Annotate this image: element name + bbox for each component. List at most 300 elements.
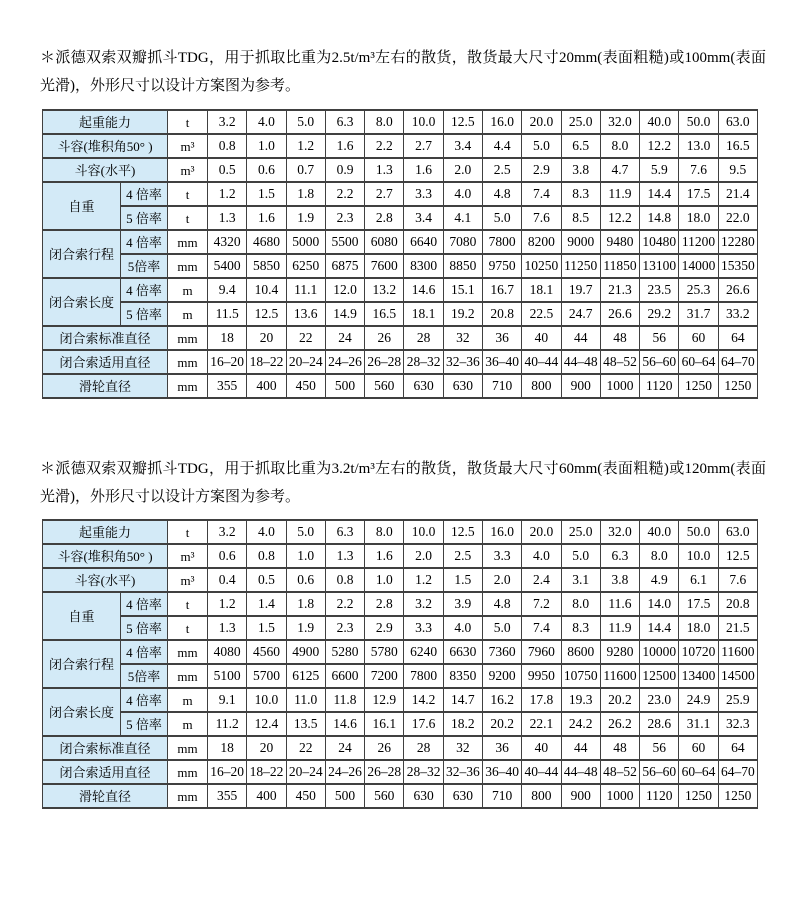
unit-cell: mm <box>168 230 208 254</box>
value-cell: 20–24 <box>286 350 325 374</box>
row-label: 闭合索标准直径 <box>43 736 168 760</box>
row-label: 起重能力 <box>43 110 168 134</box>
value-cell: 16.0 <box>482 520 521 544</box>
value-cell: 16–20 <box>208 760 247 784</box>
value-cell: 2.2 <box>325 182 364 206</box>
value-cell: 400 <box>247 374 286 398</box>
value-cell: 1.0 <box>247 134 286 158</box>
value-cell: 0.8 <box>247 544 286 568</box>
row-sublabel: 5倍率 <box>121 254 168 278</box>
unit-cell: m³ <box>168 544 208 568</box>
row-label: 闭合索适用直径 <box>43 760 168 784</box>
value-cell: 17.5 <box>679 182 718 206</box>
value-cell: 60 <box>679 736 718 760</box>
table-row <box>43 544 758 568</box>
value-cell: 18–22 <box>247 350 286 374</box>
value-cell: 5100 <box>208 664 247 688</box>
value-cell: 1.8 <box>286 592 325 616</box>
value-cell: 60 <box>679 326 718 350</box>
row-label: 斗容(水平) <box>43 568 168 592</box>
value-cell: 36 <box>482 326 521 350</box>
value-cell: 15350 <box>718 254 757 278</box>
value-cell: 800 <box>522 784 561 808</box>
row-group-label: 闭合索长度 <box>43 688 121 736</box>
value-cell: 32–36 <box>443 760 482 784</box>
value-cell: 1.8 <box>286 182 325 206</box>
value-cell: 4.0 <box>247 110 286 134</box>
unit-cell: mm <box>168 784 208 808</box>
value-cell: 2.4 <box>522 568 561 592</box>
value-cell: 6640 <box>404 230 443 254</box>
value-cell: 11250 <box>561 254 600 278</box>
value-cell: 22.5 <box>522 302 561 326</box>
table-row <box>43 350 758 374</box>
intro-paragraph-1: ＊派德双索双瓣抓斗TDG，用于抓取比重为2.5t/m³左右的散货，散货最大尺寸20mm(表面粗糙)或100mm(表面光滑)，外形尺寸以设计方案图为参考。 <box>40 50 766 94</box>
unit-cell: m³ <box>168 158 208 182</box>
value-cell: 11.2 <box>208 712 247 736</box>
row-sublabel: 4 倍率 <box>121 688 168 712</box>
value-cell: 32–36 <box>443 350 482 374</box>
value-cell: 500 <box>325 784 364 808</box>
table-row <box>43 640 758 664</box>
value-cell: 5.0 <box>482 206 521 230</box>
value-cell: 355 <box>208 784 247 808</box>
value-cell: 630 <box>404 784 443 808</box>
row-label: 斗容(堆积角50° ) <box>43 134 168 158</box>
value-cell: 12280 <box>718 230 757 254</box>
value-cell: 900 <box>561 784 600 808</box>
value-cell: 1120 <box>640 784 679 808</box>
value-cell: 22.0 <box>718 206 757 230</box>
value-cell: 24.9 <box>679 688 718 712</box>
value-cell: 8200 <box>522 230 561 254</box>
value-cell: 36–40 <box>482 760 521 784</box>
value-cell: 21.5 <box>718 616 757 640</box>
value-cell: 5.0 <box>286 110 325 134</box>
value-cell: 0.6 <box>247 158 286 182</box>
value-cell: 9200 <box>482 664 521 688</box>
value-cell: 0.6 <box>208 544 247 568</box>
value-cell: 4560 <box>247 640 286 664</box>
value-cell: 13.2 <box>365 278 404 302</box>
value-cell: 5400 <box>208 254 247 278</box>
value-cell: 2.9 <box>522 158 561 182</box>
value-cell: 5.0 <box>286 520 325 544</box>
value-cell: 32 <box>443 736 482 760</box>
value-cell: 1.9 <box>286 206 325 230</box>
value-cell: 14.6 <box>325 712 364 736</box>
value-cell: 64–70 <box>718 350 757 374</box>
value-cell: 3.8 <box>600 568 639 592</box>
unit-cell: t <box>168 182 208 206</box>
value-cell: 56–60 <box>640 760 679 784</box>
value-cell: 28 <box>404 736 443 760</box>
value-cell: 8.0 <box>561 592 600 616</box>
value-cell: 40–44 <box>522 760 561 784</box>
value-cell: 10.0 <box>247 688 286 712</box>
value-cell: 4.8 <box>482 592 521 616</box>
value-cell: 18.2 <box>443 712 482 736</box>
value-cell: 1.5 <box>247 182 286 206</box>
value-cell: 12.4 <box>247 712 286 736</box>
value-cell: 50.0 <box>679 110 718 134</box>
value-cell: 450 <box>286 374 325 398</box>
value-cell: 8.5 <box>561 206 600 230</box>
value-cell: 7.6 <box>679 158 718 182</box>
value-cell: 64 <box>718 326 757 350</box>
value-cell: 4080 <box>208 640 247 664</box>
value-cell: 7.2 <box>522 592 561 616</box>
table-row <box>43 302 758 326</box>
value-cell: 13400 <box>679 664 718 688</box>
value-cell: 14.8 <box>640 206 679 230</box>
value-cell: 9000 <box>561 230 600 254</box>
spec-table-1 <box>42 109 758 399</box>
value-cell: 14500 <box>718 664 757 688</box>
value-cell: 14.2 <box>404 688 443 712</box>
unit-cell: m <box>168 712 208 736</box>
value-cell: 9.4 <box>208 278 247 302</box>
row-sublabel: 5 倍率 <box>121 712 168 736</box>
value-cell: 13.6 <box>286 302 325 326</box>
value-cell: 6875 <box>325 254 364 278</box>
value-cell: 63.0 <box>718 110 757 134</box>
value-cell: 64 <box>718 736 757 760</box>
value-cell: 9.5 <box>718 158 757 182</box>
value-cell: 26.6 <box>718 278 757 302</box>
value-cell: 800 <box>522 374 561 398</box>
unit-cell: mm <box>168 374 208 398</box>
table-row <box>43 784 758 808</box>
value-cell: 7800 <box>404 664 443 688</box>
value-cell: 7080 <box>443 230 482 254</box>
value-cell: 1.4 <box>247 592 286 616</box>
value-cell: 17.8 <box>522 688 561 712</box>
table-row <box>43 616 758 640</box>
value-cell: 5850 <box>247 254 286 278</box>
value-cell: 6.1 <box>679 568 718 592</box>
value-cell: 7800 <box>482 230 521 254</box>
value-cell: 16–20 <box>208 350 247 374</box>
table-row <box>43 230 758 254</box>
unit-cell: t <box>168 592 208 616</box>
value-cell: 31.1 <box>679 712 718 736</box>
spec-table-2 <box>42 519 758 809</box>
unit-cell: m <box>168 278 208 302</box>
value-cell: 11.9 <box>600 616 639 640</box>
value-cell: 11.9 <box>600 182 639 206</box>
value-cell: 19.2 <box>443 302 482 326</box>
value-cell: 26–28 <box>365 760 404 784</box>
value-cell: 1250 <box>718 374 757 398</box>
row-label: 闭合索适用直径 <box>43 350 168 374</box>
value-cell: 10000 <box>640 640 679 664</box>
value-cell: 9480 <box>600 230 639 254</box>
value-cell: 31.7 <box>679 302 718 326</box>
value-cell: 5.0 <box>561 544 600 568</box>
value-cell: 9280 <box>600 640 639 664</box>
row-label: 滑轮直径 <box>43 784 168 808</box>
value-cell: 24 <box>325 736 364 760</box>
value-cell: 0.5 <box>208 158 247 182</box>
unit-cell: t <box>168 616 208 640</box>
value-cell: 44 <box>561 326 600 350</box>
row-group-label: 自重 <box>43 182 121 230</box>
value-cell: 1.0 <box>286 544 325 568</box>
row-label: 斗容(堆积角50° ) <box>43 544 168 568</box>
value-cell: 20.8 <box>718 592 757 616</box>
value-cell: 10.0 <box>404 110 443 134</box>
value-cell: 2.0 <box>482 568 521 592</box>
row-group-label: 闭合索行程 <box>43 230 121 278</box>
value-cell: 0.7 <box>286 158 325 182</box>
value-cell: 4.1 <box>443 206 482 230</box>
value-cell: 14.4 <box>640 182 679 206</box>
value-cell: 5280 <box>325 640 364 664</box>
value-cell: 10250 <box>522 254 561 278</box>
value-cell: 12.5 <box>443 520 482 544</box>
value-cell: 16.5 <box>718 134 757 158</box>
value-cell: 48 <box>600 736 639 760</box>
value-cell: 40 <box>522 736 561 760</box>
value-cell: 16.2 <box>482 688 521 712</box>
table-row <box>43 592 758 616</box>
value-cell: 18.1 <box>522 278 561 302</box>
value-cell: 22.1 <box>522 712 561 736</box>
value-cell: 44–48 <box>561 760 600 784</box>
value-cell: 11.5 <box>208 302 247 326</box>
value-cell: 12500 <box>640 664 679 688</box>
value-cell: 1.2 <box>286 134 325 158</box>
value-cell: 23.5 <box>640 278 679 302</box>
value-cell: 630 <box>404 374 443 398</box>
row-label: 斗容(水平) <box>43 158 168 182</box>
value-cell: 11600 <box>600 664 639 688</box>
value-cell: 9950 <box>522 664 561 688</box>
value-cell: 18.1 <box>404 302 443 326</box>
value-cell: 1.3 <box>365 158 404 182</box>
value-cell: 60–64 <box>679 350 718 374</box>
value-cell: 2.9 <box>365 616 404 640</box>
value-cell: 6.3 <box>325 520 364 544</box>
row-label: 闭合索标准直径 <box>43 326 168 350</box>
value-cell: 40–44 <box>522 350 561 374</box>
value-cell: 16.7 <box>482 278 521 302</box>
unit-cell: t <box>168 206 208 230</box>
value-cell: 3.2 <box>208 520 247 544</box>
value-cell: 710 <box>482 784 521 808</box>
value-cell: 11200 <box>679 230 718 254</box>
row-sublabel: 5 倍率 <box>121 206 168 230</box>
value-cell: 13.5 <box>286 712 325 736</box>
value-cell: 4.7 <box>600 158 639 182</box>
value-cell: 11600 <box>718 640 757 664</box>
value-cell: 14.0 <box>640 592 679 616</box>
value-cell: 3.8 <box>561 158 600 182</box>
value-cell: 2.3 <box>325 206 364 230</box>
table-row <box>43 206 758 230</box>
value-cell: 40 <box>522 326 561 350</box>
value-cell: 48–52 <box>600 350 639 374</box>
value-cell: 18 <box>208 326 247 350</box>
value-cell: 4900 <box>286 640 325 664</box>
unit-cell: m <box>168 688 208 712</box>
value-cell: 5.9 <box>640 158 679 182</box>
value-cell: 0.5 <box>247 568 286 592</box>
value-cell: 20.0 <box>522 520 561 544</box>
value-cell: 4.0 <box>247 520 286 544</box>
value-cell: 63.0 <box>718 520 757 544</box>
row-sublabel: 4 倍率 <box>121 278 168 302</box>
value-cell: 40.0 <box>640 520 679 544</box>
value-cell: 7360 <box>482 640 521 664</box>
table-row <box>43 254 758 278</box>
value-cell: 10.4 <box>247 278 286 302</box>
value-cell: 1250 <box>679 784 718 808</box>
value-cell: 8350 <box>443 664 482 688</box>
table-row <box>43 736 758 760</box>
value-cell: 56–60 <box>640 350 679 374</box>
value-cell: 44 <box>561 736 600 760</box>
value-cell: 14000 <box>679 254 718 278</box>
value-cell: 7.4 <box>522 616 561 640</box>
table-row <box>43 688 758 712</box>
row-label: 起重能力 <box>43 520 168 544</box>
value-cell: 6630 <box>443 640 482 664</box>
row-sublabel: 5倍率 <box>121 664 168 688</box>
value-cell: 16.0 <box>482 110 521 134</box>
value-cell: 3.4 <box>443 134 482 158</box>
value-cell: 11.0 <box>286 688 325 712</box>
value-cell: 20.2 <box>600 688 639 712</box>
value-cell: 4680 <box>247 230 286 254</box>
value-cell: 13.0 <box>679 134 718 158</box>
value-cell: 6.3 <box>600 544 639 568</box>
value-cell: 24.7 <box>561 302 600 326</box>
value-cell: 7960 <box>522 640 561 664</box>
value-cell: 20.8 <box>482 302 521 326</box>
value-cell: 28.6 <box>640 712 679 736</box>
value-cell: 8850 <box>443 254 482 278</box>
value-cell: 25.0 <box>561 520 600 544</box>
value-cell: 560 <box>365 784 404 808</box>
value-cell: 24 <box>325 326 364 350</box>
value-cell: 24–26 <box>325 760 364 784</box>
value-cell: 6.3 <box>325 110 364 134</box>
value-cell: 20 <box>247 736 286 760</box>
value-cell: 56 <box>640 326 679 350</box>
row-group-label: 自重 <box>43 592 121 640</box>
value-cell: 26.2 <box>600 712 639 736</box>
value-cell: 26–28 <box>365 350 404 374</box>
value-cell: 5780 <box>365 640 404 664</box>
value-cell: 14.6 <box>404 278 443 302</box>
value-cell: 1.6 <box>365 544 404 568</box>
value-cell: 11.1 <box>286 278 325 302</box>
value-cell: 20.2 <box>482 712 521 736</box>
unit-cell: t <box>168 520 208 544</box>
value-cell: 12.5 <box>247 302 286 326</box>
value-cell: 12.9 <box>365 688 404 712</box>
value-cell: 710 <box>482 374 521 398</box>
unit-cell: mm <box>168 640 208 664</box>
table-row <box>43 374 758 398</box>
value-cell: 15.1 <box>443 278 482 302</box>
value-cell: 22 <box>286 736 325 760</box>
value-cell: 7200 <box>365 664 404 688</box>
table-row <box>43 158 758 182</box>
value-cell: 1.9 <box>286 616 325 640</box>
value-cell: 18.0 <box>679 616 718 640</box>
table-row <box>43 568 758 592</box>
value-cell: 18–22 <box>247 760 286 784</box>
value-cell: 7.6 <box>522 206 561 230</box>
value-cell: 19.7 <box>561 278 600 302</box>
value-cell: 14.7 <box>443 688 482 712</box>
value-cell: 2.5 <box>482 158 521 182</box>
value-cell: 28–32 <box>404 350 443 374</box>
value-cell: 18.0 <box>679 206 718 230</box>
value-cell: 2.2 <box>325 592 364 616</box>
value-cell: 12.0 <box>325 278 364 302</box>
value-cell: 8.0 <box>640 544 679 568</box>
value-cell: 2.8 <box>365 206 404 230</box>
value-cell: 7600 <box>365 254 404 278</box>
value-cell: 6080 <box>365 230 404 254</box>
value-cell: 11850 <box>600 254 639 278</box>
table-row <box>43 760 758 784</box>
value-cell: 10750 <box>561 664 600 688</box>
value-cell: 3.3 <box>404 616 443 640</box>
value-cell: 3.9 <box>443 592 482 616</box>
unit-cell: mm <box>168 664 208 688</box>
value-cell: 17.6 <box>404 712 443 736</box>
row-sublabel: 4 倍率 <box>121 230 168 254</box>
value-cell: 8.0 <box>365 520 404 544</box>
table-row <box>43 182 758 206</box>
value-cell: 17.5 <box>679 592 718 616</box>
table-row <box>43 712 758 736</box>
value-cell: 32 <box>443 326 482 350</box>
value-cell: 1.3 <box>325 544 364 568</box>
row-sublabel: 4 倍率 <box>121 640 168 664</box>
value-cell: 3.4 <box>404 206 443 230</box>
value-cell: 2.2 <box>365 134 404 158</box>
value-cell: 630 <box>443 784 482 808</box>
value-cell: 1.6 <box>325 134 364 158</box>
value-cell: 22 <box>286 326 325 350</box>
value-cell: 900 <box>561 374 600 398</box>
value-cell: 9750 <box>482 254 521 278</box>
value-cell: 8600 <box>561 640 600 664</box>
value-cell: 21.3 <box>600 278 639 302</box>
value-cell: 11.8 <box>325 688 364 712</box>
row-group-label: 闭合索行程 <box>43 640 121 688</box>
unit-cell: m³ <box>168 568 208 592</box>
value-cell: 28 <box>404 326 443 350</box>
value-cell: 14.9 <box>325 302 364 326</box>
unit-cell: m³ <box>168 134 208 158</box>
value-cell: 2.0 <box>443 158 482 182</box>
value-cell: 8.3 <box>561 616 600 640</box>
value-cell: 4.0 <box>443 616 482 640</box>
value-cell: 1.5 <box>247 616 286 640</box>
value-cell: 25.9 <box>718 688 757 712</box>
value-cell: 8.3 <box>561 182 600 206</box>
value-cell: 1.3 <box>208 616 247 640</box>
value-cell: 2.7 <box>365 182 404 206</box>
value-cell: 5000 <box>286 230 325 254</box>
